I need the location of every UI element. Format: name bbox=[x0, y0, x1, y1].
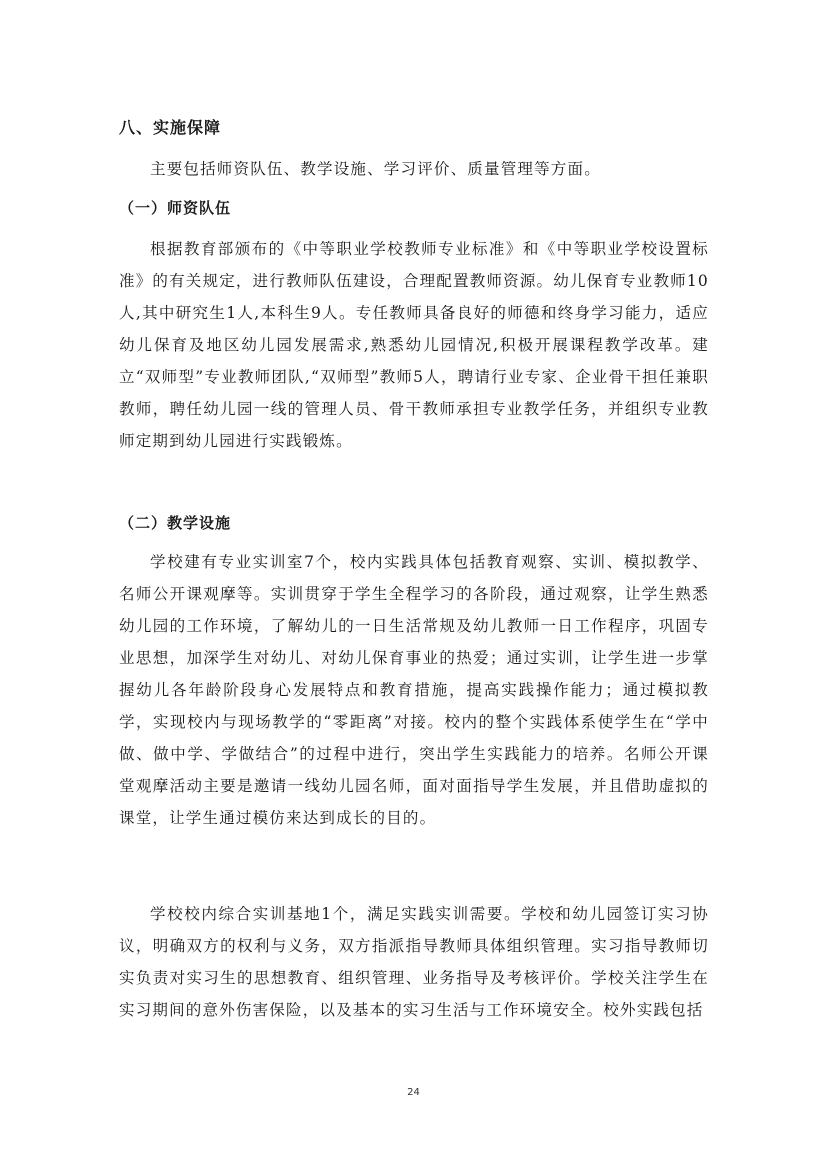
facilities-paragraph-1: 学校建有专业实训室7个，校内实践具体包括教育观察、实训、模拟教学、名师公开课观摩等。实训贯穿于学生全程学习的各阶段，通过观察，让学生熟悉幼儿园的工作环境，了解幼儿的一日生活常规及幼儿教师一日工作程序，巩固专业思想，加深学生对幼儿、对幼儿保育事业的热爱；通过实训，让学生进一步掌握幼儿各年龄阶段身心发展特点和教育措施，提高实践操作能力；通过模拟教学，实现校内与现场教学的“零距离”对接。校内的整个实践体系使学生在“学中做、做中学、学做结合”的过程中进行，突出学生实践能力的培养。名师公开课堂观摩活动主要是邀请一线幼儿园名师，面对面指导学生发展，并且借助虚拟的课堂，让学生通过模仿来达到成长的目的。 bbox=[119, 553, 709, 827]
facilities-subheading: （二）教学设施 bbox=[119, 514, 232, 532]
teachers-subheading: （一）师资队伍 bbox=[119, 199, 232, 217]
teachers-paragraph: 根据教育部颁布的《中等职业学校教师专业标准》和《中等职业学校设置标准》的有关规定，进行教师队伍建设，合理配置教师资源。幼儿保育专业教师10人,其中研究生1人,本科生9人。专任教师具备良好的师德和终身学习能力，适应幼儿保育及地区幼儿园发展需求,熟悉幼儿园情况,积极开展课程教学改革。建立“双师型”专业教师团队,“双师型”教师5人，聘请行业专家、企业骨干担任兼职教师，聘任幼儿园一线的管理人员、骨干教师承担专业教学任务，并组织专业教师定期到幼儿园进行实践锻炼。 bbox=[119, 240, 709, 450]
section-intro-paragraph: 主要包括师资队伍、教学设施、学习评价、质量管理等方面。 bbox=[150, 160, 601, 178]
section-heading: 八、实施保障 bbox=[119, 118, 222, 137]
facilities-paragraph-2: 学校校内综合实训基地1个，满足实践实训需要。学校和幼儿园签订实习协议，明确双方的权利与义务，双方指派指导教师具体组织管理。实习指导教师切实负责对实习生的思想教育、组织管理、业务指导及考核评价。学校关注学生在实习期间的意外伤害保险，以及基本的实习生活与工作环境安全。校外实践包括 bbox=[119, 905, 709, 1019]
page-number: 24 bbox=[407, 1087, 420, 1098]
